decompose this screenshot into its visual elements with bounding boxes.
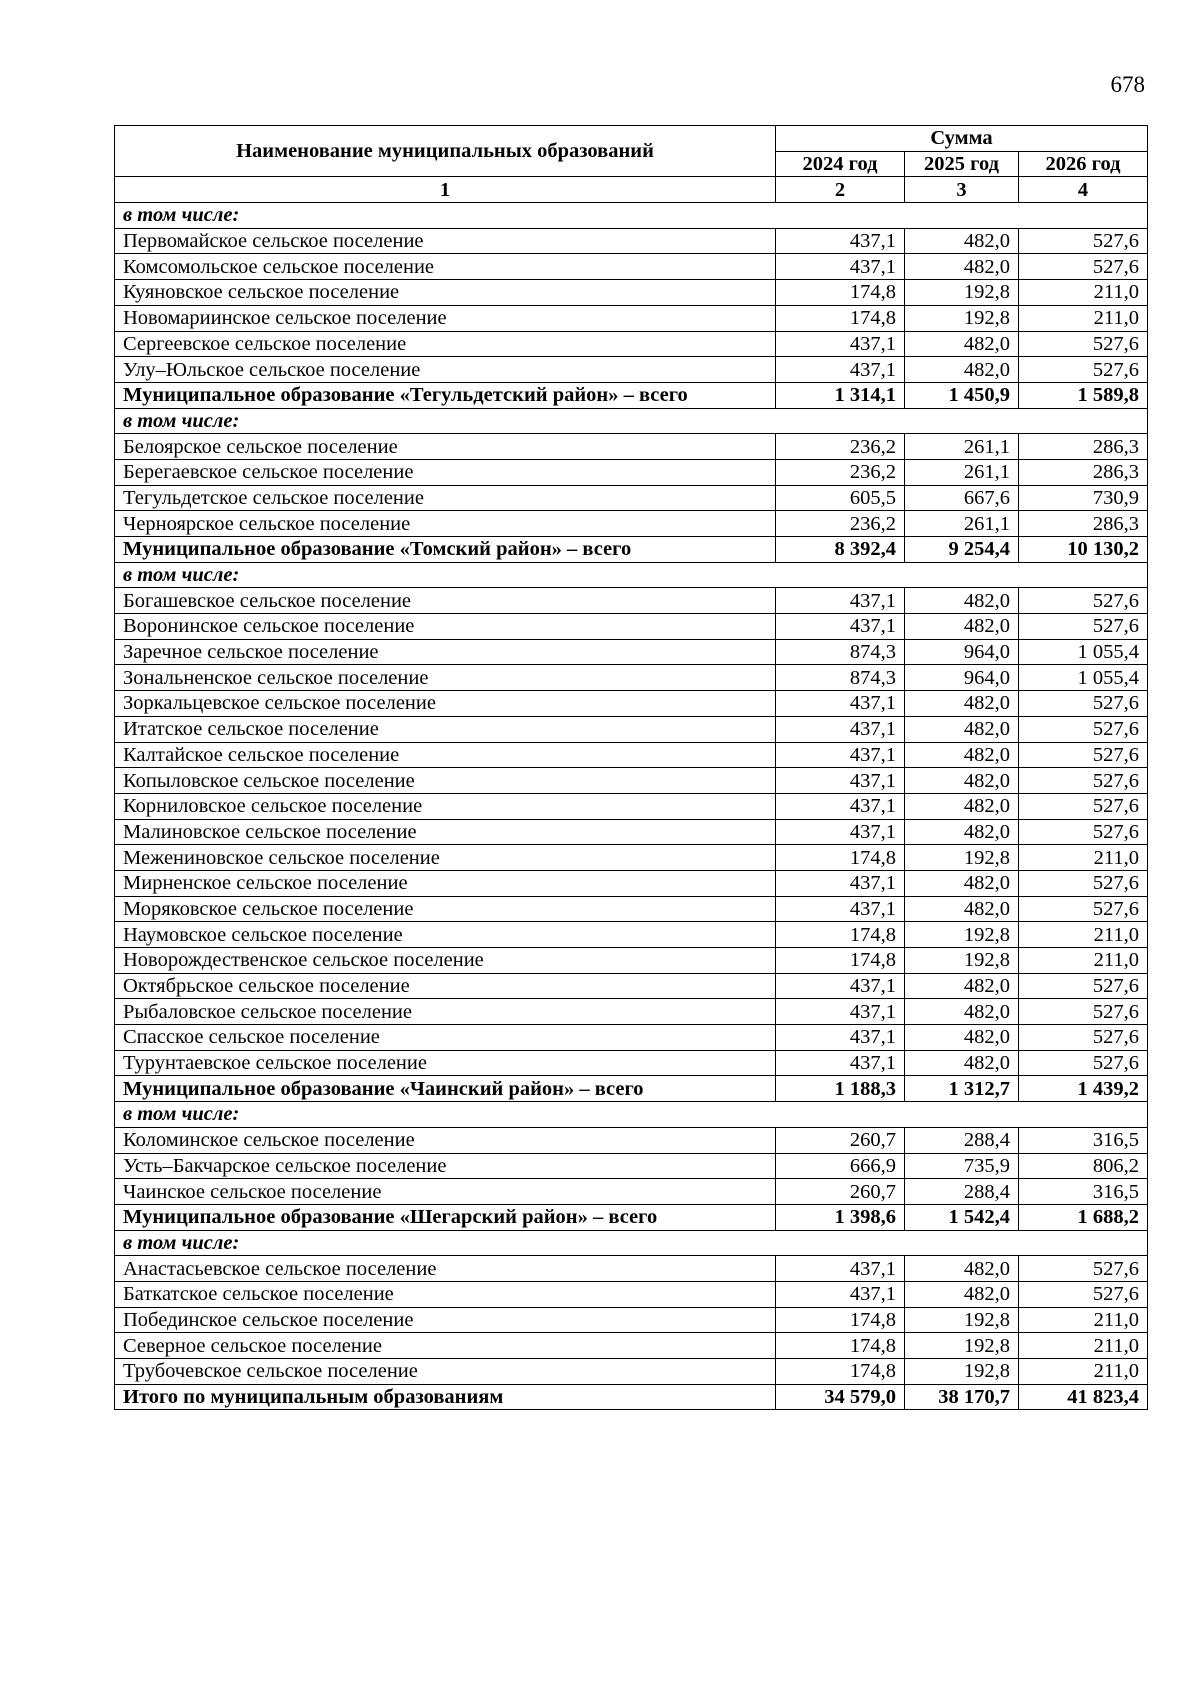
- row-name: Побединское сельское поселение: [115, 1307, 776, 1333]
- value-2026: 1 055,4: [1019, 665, 1148, 691]
- row-name: Сергеевское сельское поселение: [115, 331, 776, 357]
- table-row: [115, 1179, 1148, 1205]
- value-2024: 437,1: [776, 870, 905, 896]
- value-2024: 236,2: [776, 511, 905, 537]
- value-2024: 174,8: [776, 1307, 905, 1333]
- value-2024: 1 398,6: [776, 1204, 905, 1230]
- district-total-row: [115, 537, 1148, 563]
- value-2024: 174,8: [776, 280, 905, 306]
- value-2025: 482,0: [905, 691, 1019, 717]
- value-2025: 482,0: [905, 357, 1019, 383]
- value-2025: 482,0: [905, 614, 1019, 640]
- row-name: Спасское сельское поселение: [115, 1025, 776, 1051]
- value-2024: 666,9: [776, 1153, 905, 1179]
- table-row: [115, 845, 1148, 871]
- table-row: [115, 305, 1148, 331]
- value-2024: 260,7: [776, 1179, 905, 1205]
- value-2025: 192,8: [905, 305, 1019, 331]
- value-2025: 482,0: [905, 1025, 1019, 1051]
- table-row: [115, 1127, 1148, 1153]
- table-row: [115, 614, 1148, 640]
- value-2026: 1 589,8: [1019, 382, 1148, 408]
- row-name: Новомариинское сельское поселение: [115, 305, 776, 331]
- row-name: Малиновское сельское поселение: [115, 819, 776, 845]
- subheading-row: [115, 203, 1148, 229]
- value-2025: 482,0: [905, 331, 1019, 357]
- value-2026: 211,0: [1019, 845, 1148, 871]
- value-2026: 1 439,2: [1019, 1076, 1148, 1102]
- value-2026: 211,0: [1019, 1333, 1148, 1359]
- value-2026: 527,6: [1019, 1050, 1148, 1076]
- value-2025: 261,1: [905, 511, 1019, 537]
- value-2024: 174,8: [776, 305, 905, 331]
- value-2026: 211,0: [1019, 1307, 1148, 1333]
- value-2025: 1 312,7: [905, 1076, 1019, 1102]
- table-row: [115, 511, 1148, 537]
- value-2024: 874,3: [776, 665, 905, 691]
- header-year-2024: 2024 год: [776, 151, 905, 177]
- value-2026: 730,9: [1019, 485, 1148, 511]
- row-name: Итого по муниципальным образованиям: [115, 1384, 776, 1410]
- value-2024: 437,1: [776, 999, 905, 1025]
- table-row: [115, 1281, 1148, 1307]
- row-name: Белоярское сельское поселение: [115, 434, 776, 460]
- district-total-row: [115, 382, 1148, 408]
- row-name: Воронинское сельское поселение: [115, 614, 776, 640]
- value-2026: 527,6: [1019, 1256, 1148, 1282]
- value-2024: 437,1: [776, 691, 905, 717]
- row-name: Тегульдетское сельское поселение: [115, 485, 776, 511]
- value-2024: 437,1: [776, 896, 905, 922]
- value-2026: 527,6: [1019, 742, 1148, 768]
- table-row: [115, 254, 1148, 280]
- value-2024: 437,1: [776, 228, 905, 254]
- value-2025: 482,0: [905, 588, 1019, 614]
- value-2025: 288,4: [905, 1127, 1019, 1153]
- table-row: [115, 1153, 1148, 1179]
- value-2026: 527,6: [1019, 973, 1148, 999]
- value-2025: 482,0: [905, 1050, 1019, 1076]
- column-index-2: 2: [776, 177, 905, 203]
- value-2026: 316,5: [1019, 1127, 1148, 1153]
- value-2024: 437,1: [776, 1025, 905, 1051]
- row-name: Межениновское сельское поселение: [115, 845, 776, 871]
- row-name: Чаинское сельское поселение: [115, 1179, 776, 1205]
- value-2026: 527,6: [1019, 1025, 1148, 1051]
- value-2026: 286,3: [1019, 434, 1148, 460]
- table-row: [115, 1256, 1148, 1282]
- value-2024: 1 188,3: [776, 1076, 905, 1102]
- value-2025: 667,6: [905, 485, 1019, 511]
- row-name: Корниловское сельское поселение: [115, 793, 776, 819]
- row-name: Наумовское сельское поселение: [115, 922, 776, 948]
- row-name: Мирненское сельское поселение: [115, 870, 776, 896]
- row-name: Богашевское сельское поселение: [115, 588, 776, 614]
- table-header: [115, 126, 1148, 203]
- value-2026: 527,6: [1019, 819, 1148, 845]
- subheading-label: в том числе:: [115, 203, 1148, 229]
- value-2026: 211,0: [1019, 280, 1148, 306]
- budget-table: [114, 125, 1148, 1410]
- value-2024: 437,1: [776, 614, 905, 640]
- subheading-label: в том числе:: [115, 1230, 1148, 1256]
- value-2025: 192,8: [905, 1307, 1019, 1333]
- table-row: [115, 922, 1148, 948]
- value-2025: 482,0: [905, 999, 1019, 1025]
- page-number: 678: [1110, 72, 1145, 97]
- value-2024: 8 392,4: [776, 537, 905, 563]
- value-2025: 1 450,9: [905, 382, 1019, 408]
- table-row: [115, 973, 1148, 999]
- value-2025: 482,0: [905, 716, 1019, 742]
- value-2025: 288,4: [905, 1179, 1019, 1205]
- table-body: [115, 203, 1148, 1410]
- value-2025: 964,0: [905, 639, 1019, 665]
- value-2025: 482,0: [905, 1281, 1019, 1307]
- value-2025: 482,0: [905, 254, 1019, 280]
- table-row: [115, 331, 1148, 357]
- row-name: Северное сельское поселение: [115, 1333, 776, 1359]
- row-name: Куяновское сельское поселение: [115, 280, 776, 306]
- table-row: [115, 1307, 1148, 1333]
- value-2025: 735,9: [905, 1153, 1019, 1179]
- value-2025: 964,0: [905, 665, 1019, 691]
- value-2026: 527,6: [1019, 716, 1148, 742]
- value-2026: 527,6: [1019, 768, 1148, 794]
- row-name: Муниципальное образование «Тегульдетский район» – всего: [115, 382, 776, 408]
- value-2026: 286,3: [1019, 459, 1148, 485]
- value-2026: 527,6: [1019, 691, 1148, 717]
- subheading-row: [115, 408, 1148, 434]
- row-name: Коломинское сельское поселение: [115, 1127, 776, 1153]
- value-2025: 9 254,4: [905, 537, 1019, 563]
- value-2026: 527,6: [1019, 588, 1148, 614]
- value-2024: 437,1: [776, 357, 905, 383]
- value-2025: 482,0: [905, 870, 1019, 896]
- value-2024: 174,8: [776, 1359, 905, 1385]
- value-2025: 192,8: [905, 922, 1019, 948]
- value-2024: 437,1: [776, 1256, 905, 1282]
- value-2025: 261,1: [905, 459, 1019, 485]
- value-2025: 482,0: [905, 819, 1019, 845]
- value-2024: 437,1: [776, 793, 905, 819]
- table-row: [115, 691, 1148, 717]
- value-2026: 1 688,2: [1019, 1204, 1148, 1230]
- value-2024: 174,8: [776, 845, 905, 871]
- value-2024: 437,1: [776, 331, 905, 357]
- value-2024: 1 314,1: [776, 382, 905, 408]
- subheading-label: в том числе:: [115, 1102, 1148, 1128]
- table-row: [115, 793, 1148, 819]
- value-2025: 192,8: [905, 1333, 1019, 1359]
- value-2024: 236,2: [776, 459, 905, 485]
- value-2026: 211,0: [1019, 922, 1148, 948]
- value-2024: 236,2: [776, 434, 905, 460]
- value-2025: 38 170,7: [905, 1384, 1019, 1410]
- subheading-label: в том числе:: [115, 408, 1148, 434]
- value-2025: 192,8: [905, 280, 1019, 306]
- value-2026: 10 130,2: [1019, 537, 1148, 563]
- table-row: [115, 459, 1148, 485]
- row-name: Анастасьевское сельское поселение: [115, 1256, 776, 1282]
- value-2025: 192,8: [905, 948, 1019, 974]
- district-total-row: [115, 1076, 1148, 1102]
- value-2024: 174,8: [776, 948, 905, 974]
- value-2024: 437,1: [776, 588, 905, 614]
- row-name: Рыбаловское сельское поселение: [115, 999, 776, 1025]
- value-2025: 1 542,4: [905, 1204, 1019, 1230]
- table-row: [115, 870, 1148, 896]
- row-name: Берегаевское сельское поселение: [115, 459, 776, 485]
- table-row: [115, 639, 1148, 665]
- row-name: Моряковское сельское поселение: [115, 896, 776, 922]
- value-2026: 806,2: [1019, 1153, 1148, 1179]
- table-row: [115, 999, 1148, 1025]
- value-2026: 527,6: [1019, 896, 1148, 922]
- value-2024: 437,1: [776, 819, 905, 845]
- table-row: [115, 768, 1148, 794]
- table-row: [115, 1359, 1148, 1385]
- value-2026: 211,0: [1019, 305, 1148, 331]
- value-2025: 482,0: [905, 973, 1019, 999]
- value-2026: 527,6: [1019, 254, 1148, 280]
- table-row: [115, 1333, 1148, 1359]
- row-name: Первомайское сельское поселение: [115, 228, 776, 254]
- value-2025: 482,0: [905, 768, 1019, 794]
- row-name: Баткатское сельское поселение: [115, 1281, 776, 1307]
- value-2026: 316,5: [1019, 1179, 1148, 1205]
- row-name: Черноярское сельское поселение: [115, 511, 776, 537]
- column-index-4: 4: [1019, 177, 1148, 203]
- value-2024: 437,1: [776, 742, 905, 768]
- value-2024: 174,8: [776, 1333, 905, 1359]
- table-row: [115, 1025, 1148, 1051]
- grand-total-row: [115, 1384, 1148, 1410]
- value-2025: 482,0: [905, 793, 1019, 819]
- value-2024: 437,1: [776, 1281, 905, 1307]
- row-name: Зоркальцевское сельское поселение: [115, 691, 776, 717]
- table-row: [115, 742, 1148, 768]
- value-2025: 192,8: [905, 1359, 1019, 1385]
- row-name: Улу–Юльское сельское поселение: [115, 357, 776, 383]
- table-row: [115, 485, 1148, 511]
- row-name: Заречное сельское поселение: [115, 639, 776, 665]
- value-2026: 527,6: [1019, 614, 1148, 640]
- value-2026: 527,6: [1019, 870, 1148, 896]
- value-2024: 34 579,0: [776, 1384, 905, 1410]
- value-2026: 527,6: [1019, 331, 1148, 357]
- value-2024: 605,5: [776, 485, 905, 511]
- table-row: [115, 357, 1148, 383]
- table-row: [115, 280, 1148, 306]
- table-row: [115, 434, 1148, 460]
- value-2026: 527,6: [1019, 357, 1148, 383]
- value-2026: 41 823,4: [1019, 1384, 1148, 1410]
- value-2026: 1 055,4: [1019, 639, 1148, 665]
- value-2026: 211,0: [1019, 948, 1148, 974]
- column-index-3: 3: [905, 177, 1019, 203]
- table-row: [115, 819, 1148, 845]
- value-2026: 527,6: [1019, 228, 1148, 254]
- district-total-row: [115, 1204, 1148, 1230]
- value-2025: 261,1: [905, 434, 1019, 460]
- value-2026: 286,3: [1019, 511, 1148, 537]
- value-2024: 260,7: [776, 1127, 905, 1153]
- subheading-row: [115, 1102, 1148, 1128]
- table-row: [115, 716, 1148, 742]
- value-2024: 437,1: [776, 254, 905, 280]
- value-2024: 437,1: [776, 1050, 905, 1076]
- value-2026: 211,0: [1019, 1359, 1148, 1385]
- value-2026: 527,6: [1019, 999, 1148, 1025]
- subheading-row: [115, 562, 1148, 588]
- row-name: Калтайское сельское поселение: [115, 742, 776, 768]
- value-2024: 437,1: [776, 716, 905, 742]
- value-2026: 527,6: [1019, 793, 1148, 819]
- row-name: Муниципальное образование «Томский район» – всего: [115, 537, 776, 563]
- value-2024: 437,1: [776, 768, 905, 794]
- header-year-2026: 2026 год: [1019, 151, 1148, 177]
- row-name: Трубочевское сельское поселение: [115, 1359, 776, 1385]
- row-name: Новорождественское сельское поселение: [115, 948, 776, 974]
- row-name: Зональненское сельское поселение: [115, 665, 776, 691]
- table-row: [115, 948, 1148, 974]
- subheading-row: [115, 1230, 1148, 1256]
- header-name-column: Наименование муниципальных образований: [115, 126, 776, 177]
- table-row: [115, 665, 1148, 691]
- row-name: Итатское сельское поселение: [115, 716, 776, 742]
- row-name: Муниципальное образование «Чаинский район» – всего: [115, 1076, 776, 1102]
- value-2024: 174,8: [776, 922, 905, 948]
- subheading-label: в том числе:: [115, 562, 1148, 588]
- row-name: Копыловское сельское поселение: [115, 768, 776, 794]
- value-2025: 482,0: [905, 742, 1019, 768]
- header-sum-group: Сумма: [776, 126, 1148, 152]
- value-2025: 482,0: [905, 896, 1019, 922]
- row-name: Усть–Бакчарское сельское поселение: [115, 1153, 776, 1179]
- value-2025: 482,0: [905, 228, 1019, 254]
- table-row: [115, 228, 1148, 254]
- value-2024: 437,1: [776, 973, 905, 999]
- table-row: [115, 1050, 1148, 1076]
- row-name: Муниципальное образование «Шегарский район» – всего: [115, 1204, 776, 1230]
- value-2026: 527,6: [1019, 1281, 1148, 1307]
- header-year-2025: 2025 год: [905, 151, 1019, 177]
- row-name: Турунтаевское сельское поселение: [115, 1050, 776, 1076]
- value-2025: 482,0: [905, 1256, 1019, 1282]
- table-row: [115, 896, 1148, 922]
- value-2024: 874,3: [776, 639, 905, 665]
- table-row: [115, 588, 1148, 614]
- column-index-1: 1: [115, 177, 776, 203]
- value-2025: 192,8: [905, 845, 1019, 871]
- row-name: Октябрьское сельское поселение: [115, 973, 776, 999]
- row-name: Комсомольское сельское поселение: [115, 254, 776, 280]
